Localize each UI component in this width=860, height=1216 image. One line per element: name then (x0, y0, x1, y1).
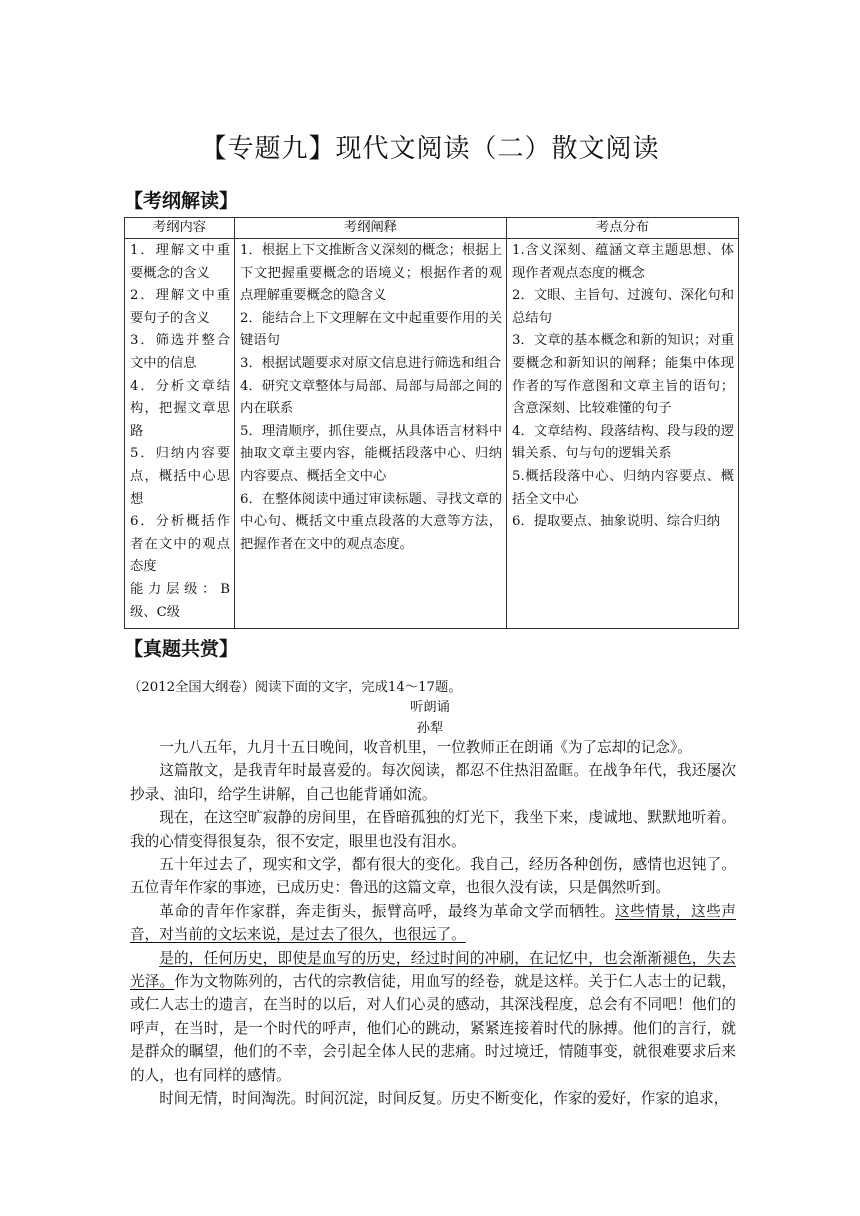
list-item: 5．归纳内容要点，概括中心思想 (130, 446, 230, 507)
table-row (125, 239, 739, 629)
real-questions-heading: 【真题共赏】 (124, 638, 239, 660)
paragraph: 时间无情，时间淘洗。时间沉淀，时间反复。历史不断变化，作家的爱好，作家的追求， (159, 1090, 729, 1108)
passage-author: 孙犁 (416, 721, 444, 736)
table-header-row (125, 218, 739, 239)
table-header: 考纲内容 (125, 218, 235, 239)
test-point-cell (507, 239, 739, 629)
list-item: 4．研究文章整体与局部、局部与局部之间的内在联系 (240, 378, 502, 417)
list-item: 3．文章的基本概念和新的知识；对重要概念和新知识的阐释；能集中体现作者的写作意图和文章主旨的语句；含意深刻、比较难懂的句子 (512, 333, 734, 417)
list-item: 4．文章结构、段落结构、段与段的逻辑关系、句与句的逻辑关系 (512, 423, 734, 462)
list-item: 5.概括段落中心、归纳内容要点、概括全文中心 (512, 468, 734, 507)
list-item: 4．分析文章结构，把握文章思路 (130, 378, 230, 439)
table-header: 考纲阐释 (235, 218, 507, 239)
paragraph: 这篇散文，是我青年时最喜爱的。每次阅读，都忍不住热泪盈眶。在战争年代，我还屡次抄录、油印，给学生讲解，自己也能背诵如流。 (130, 762, 736, 803)
paragraph: 五十年过去了，现实和文学，都有很大的变化。我自己，经历各种创伤，感情也迟钝了。五位青年作家的事迹，已成历史：鲁迅的这篇文章，也很久没有读，只是偶然听到。 (130, 856, 736, 897)
syllabus-table (124, 217, 739, 629)
list-item: 3．根据试题要求对原文信息进行筛选和组合 (240, 355, 502, 371)
list-item: 1．根据上下文推断含义深刻的概念；根据上下文把握重要概念的语境义；根据作者的观点理解重要概念的隐含义 (240, 243, 502, 304)
list-item: 6．在整体阅读中通过审读标题、寻找文章的中心句、概括文中重点段落的大意等方法，把握作者在文中的观点态度。 (240, 491, 502, 552)
list-item: 2．文眼、主旨句、过渡句、深化句和总结句 (512, 288, 734, 326)
passage-body (130, 736, 736, 1111)
list-item: 2．能结合上下文理解在文中起重要作用的关键语句 (240, 310, 502, 349)
list-item: 1．理解文中重要概念的含义 (130, 243, 230, 281)
underlined-sentence: 这些情景，这些声音，对当前的文坛来说，是过去了很久，也很远了。 (130, 902, 736, 944)
passage-title: 听朗诵 (410, 700, 450, 715)
list-item: 3．筛选并整合文中的信息 (130, 333, 230, 371)
list-item: 1.含义深刻、蕴涵文章主题思想、体现作者观点态度的概念 (512, 243, 734, 281)
outline-heading: 【考纲解读】 (124, 190, 239, 212)
page-title: 【专题九】现代文阅读（二）散文阅读 (200, 134, 660, 164)
underlined-sentence: 是的，任何历史，即使是血写的历史，经过时间的冲刷，在记忆中，也会渐渐褪色，失去光泽。 (130, 949, 736, 991)
syllabus-explanation-cell (235, 239, 507, 629)
paragraph-text: 革命的青年作家群，奔走街头，振臂高呼，最终为革命文学而牺牲。 (159, 902, 616, 920)
paragraph (130, 900, 736, 947)
paragraph: 一九八五年，九月十五日晚间，收音机里，一位教师正在朗诵《为了忘却的记念》。 (159, 739, 692, 756)
table-header: 考点分布 (507, 218, 739, 239)
list-item: 2．理解文中重要句子的含义 (130, 288, 230, 326)
list-item: 6．分析概括作者在文中的观点态度 (130, 514, 230, 575)
list-item: 5．理清顺序，抓住要点，从具体语言材料中抽取文章主要内容，能概括段落中心、归纳内容要点、概括全文中心 (240, 423, 502, 484)
passage-source: （2012全国大纲卷）阅读下面的文字，完成14～17题。 (128, 680, 462, 695)
list-item: 能力层级：B级、C级 (130, 581, 230, 620)
paragraph-text: 作为文物陈列的，古代的宗教信徒，用血写的经卷，就是这样。关于仁人志士的记载，或仁人志士的遗言，在当时的以后，对人们心灵的感动，其深浅程度，总会有不同吧！他们的呼声，在当时，是一个时代的呼声，他们心的跳动，紧紧连接着时代的脉搏。他们的言行，就是群众的瞩望，他们的不幸，会引起全体人民的悲痛。时过境迁，情随事变，就很难要求后来的人，也有同样的感情。 (130, 973, 736, 1084)
syllabus-content-cell (125, 239, 235, 629)
paragraph: 现在，在这空旷寂静的房间里，在昏暗孤独的灯光下，我坐下来，虔诚地、默默地听着。我的心情变得很复杂，很不安定，眼里也没有泪水。 (130, 809, 736, 850)
paragraph (130, 947, 736, 1087)
list-item: 6．提取要点、抽象说明、综合归纳 (512, 514, 720, 530)
